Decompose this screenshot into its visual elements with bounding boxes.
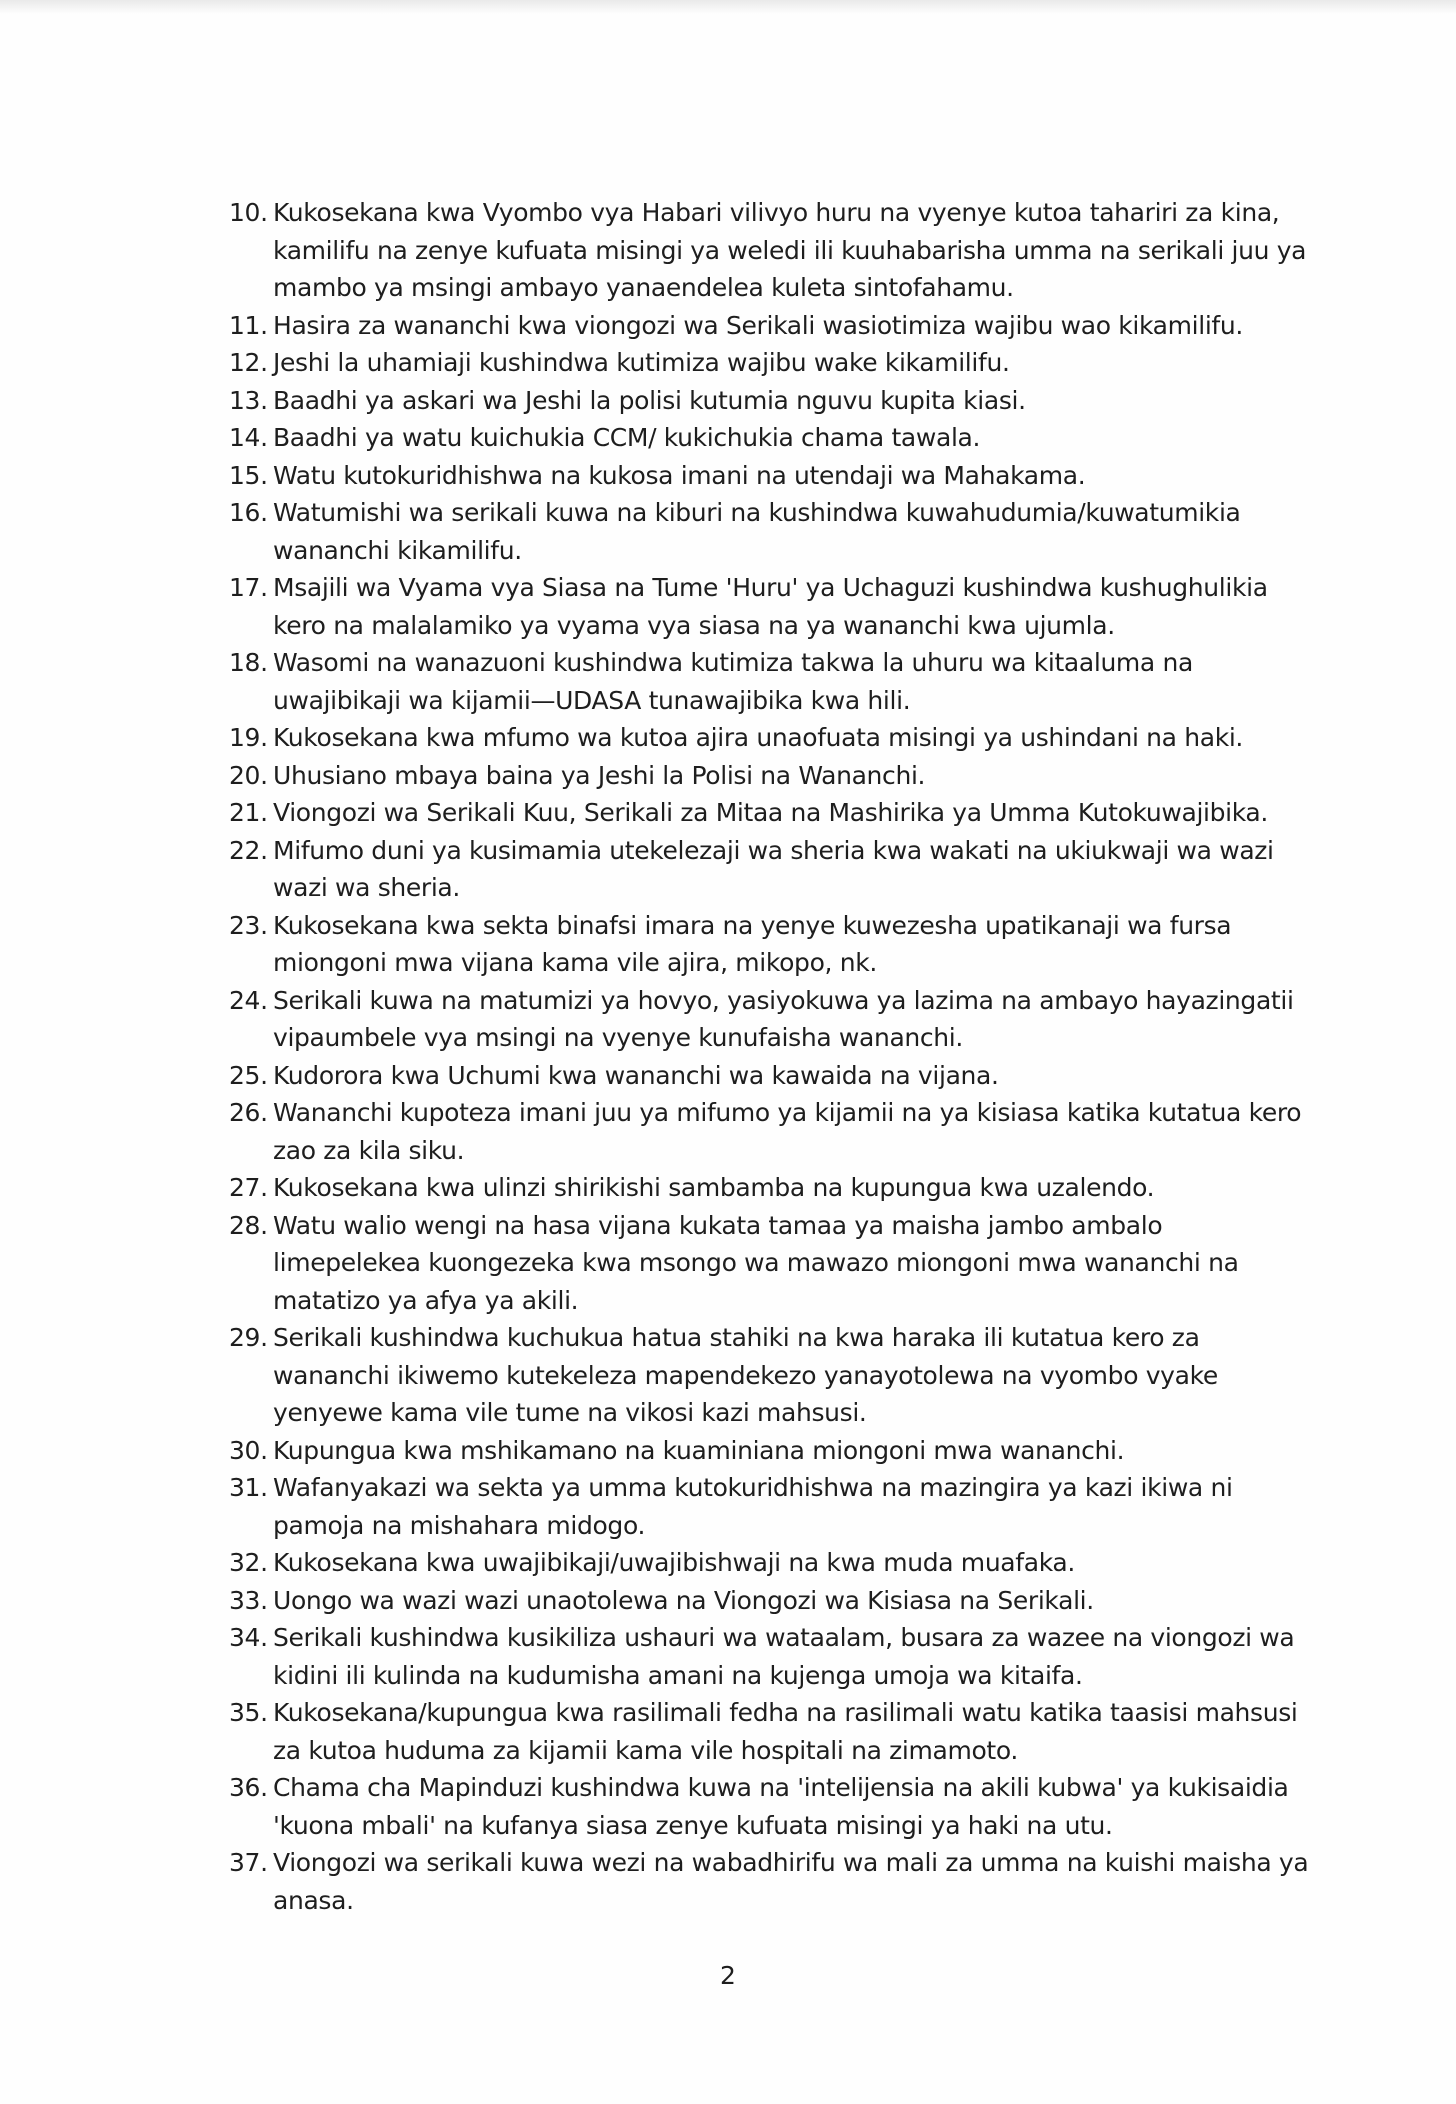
scan-edge-shadow [0,0,1456,14]
item-text: Watumishi wa serikali kuwa na kiburi na kushindwa kuwahudumia/kuwatumikia wananchi kikamilifu. [273,498,1241,565]
list-item [229,1544,1314,1582]
list-item [229,1094,1314,1169]
page-number: 2 [720,1961,736,1990]
list-item [229,644,1314,719]
item-number: 17. [229,573,268,602]
item-text: Baadhi ya watu kuichukia CCM/ kukichukia chama tawala. [273,423,981,452]
item-text: Kukosekana kwa uwajibikaji/uwajibishwaji na kwa muda muafaka. [273,1548,1075,1577]
list-item [229,307,1314,345]
item-text: Kukosekana kwa sekta binafsi imara na yenye kuwezesha upatikanaji wa fursa miongoni mwa vijana kama vile ajira, mikopo, nk. [273,910,1232,977]
item-text: Kudorora kwa Uchumi kwa wananchi wa kawaida na vijana. [273,1060,999,1090]
list-item [229,569,1314,644]
item-number: 29. [229,1323,268,1352]
item-number: 20. [229,760,268,790]
item-number: 31. [229,1473,268,1502]
list-item [229,1057,1314,1095]
item-text: Chama cha Mapinduzi kushindwa kuwa na 'intelijensia na akili kubwa' ya kukisaidia 'kuona mbali' na kufanya siasa zenye kufuata misingi ya haki na utu. [273,1773,1289,1840]
item-text: Jeshi la uhamiaji kushindwa kutimiza wajibu wake kikamilifu. [273,348,1010,377]
item-text: Viongozi wa serikali kuwa wezi na wabadhirifu wa mali za umma na kuishi maisha ya anasa. [273,1848,1309,1915]
item-number: 18. [229,648,268,677]
list-item [229,719,1314,757]
item-text: Mifumo duni ya kusimamia utekelezaji wa sheria kwa wakati na ukiukwaji wa wazi wazi wa sheria. [273,835,1274,902]
item-text: Wafanyakazi wa sekta ya umma kutokuridhishwa na mazingira ya kazi ikiwa ni pamoja na mishahara midogo. [273,1473,1233,1540]
item-number: 13. [229,385,268,415]
item-text: Msajili wa Vyama vya Siasa na Tume 'Huru' ya Uchaguzi kushindwa kushughulikia kero na malalamiko ya vyama vya siasa na ya wananchi kwa ujumla. [273,573,1268,640]
item-number: 21. [229,798,268,827]
list-item [229,1582,1314,1620]
item-text: Wasomi na wanazuoni kushindwa kutimiza takwa la uhuru wa kitaaluma na uwajibikaji wa kijamii—UDASA tunawajibika kwa hili. [273,648,1193,715]
item-number: 23. [229,910,268,940]
item-text: Uhusiano mbaya baina ya Jeshi la Polisi na Wananchi. [273,760,926,790]
list-item [229,419,1314,457]
item-number: 22. [229,835,268,865]
list-item [229,1207,1314,1320]
list-item [229,907,1314,982]
item-text: Serikali kushindwa kuchukua hatua stahiki na kwa haraka ili kutatua kero za wananchi ikiwemo kutekeleza mapendekezo yanayotolewa na vyombo vyake yenyewe kama vile tume na vikosi kazi mahsusi. [273,1323,1218,1427]
item-text: Serikali kushindwa kusikiliza ushauri wa wataalam, busara za wazee na viongozi wa kidini ili kulinda na kudumisha amani na kujenga umoja wa kitaifa. [273,1623,1295,1690]
list-item [229,757,1314,795]
item-number: 14. [229,423,268,452]
item-number: 16. [229,498,268,527]
item-text: Kukosekana kwa mfumo wa kutoa ajira unaofuata misingi ya ushindani na haki. [273,723,1244,752]
list-item [229,1694,1314,1769]
list-item [229,1169,1314,1207]
list-item [229,457,1314,495]
list-item [229,794,1314,832]
list-item [229,982,1314,1057]
item-number: 19. [229,723,268,752]
item-number: 27. [229,1173,268,1202]
item-text: Wananchi kupoteza imani juu ya mifumo ya kijamii na ya kisiasa katika kutatua kero zao za kila siku. [273,1098,1302,1165]
item-text: Serikali kuwa na matumizi ya hovyo, yasiyokuwa ya lazima na ambayo hayazingatii vipaumbele vya msingi na vyenye kunufaisha wananchi. [273,985,1294,1052]
item-number: 34. [229,1623,268,1652]
list-item [229,1619,1314,1694]
list-item [229,1319,1314,1432]
list-item [229,1469,1314,1544]
item-number: 24. [229,985,268,1015]
item-number: 32. [229,1548,268,1577]
item-text: Viongozi wa Serikali Kuu, Serikali za Mitaa na Mashirika ya Umma Kutokuwajibika. [273,798,1268,827]
list-item [229,194,1314,307]
item-number: 28. [229,1210,268,1240]
item-text: Kukosekana/kupungua kwa rasilimali fedha na rasilimali watu katika taasisi mahsusi za kutoa huduma za kijamii kama vile hospitali na zimamoto. [273,1698,1298,1765]
item-number: 37. [229,1848,268,1877]
list-item [229,1769,1314,1844]
item-text: Kukosekana kwa ulinzi shirikishi sambamba na kupungua kwa uzalendo. [273,1173,1155,1202]
item-number: 36. [229,1773,268,1802]
item-text: Hasira za wananchi kwa viongozi wa Serikali wasiotimiza wajibu wao kikamilifu. [273,310,1243,340]
list-item [229,344,1314,382]
item-number: 35. [229,1698,268,1727]
item-number: 26. [229,1098,268,1127]
item-number: 12. [229,348,268,377]
item-text: Kupungua kwa mshikamano na kuaminiana miongoni mwa wananchi. [273,1435,1125,1465]
item-text: Watu walio wengi na hasa vijana kukata tamaa ya maisha jambo ambalo limepelekea kuongezeka kwa msongo wa mawazo miongoni mwa wananchi na matatizo ya afya ya akili. [273,1210,1239,1315]
item-number: 15. [229,460,268,490]
item-number: 30. [229,1435,268,1465]
list-item [229,1844,1314,1919]
numbered-list [229,194,1314,1919]
item-text: Uongo wa wazi wazi unaotolewa na Viongozi wa Kisiasa na Serikali. [273,1585,1094,1615]
list-item [229,832,1314,907]
item-number: 25. [229,1060,268,1090]
item-number: 33. [229,1585,268,1615]
item-text: Kukosekana kwa Vyombo vya Habari vilivyo huru na vyenye kutoa tahariri za kina, kamilifu na zenye kufuata misingi ya weledi ili kuuhabarisha umma na serikali juu ya mambo ya msingi ambayo yanaendelea kuleta sintofahamu. [273,198,1307,302]
item-number: 11. [229,310,268,340]
list-item [229,494,1314,569]
item-text: Baadhi ya askari wa Jeshi la polisi kutumia nguvu kupita kiasi. [273,385,1026,415]
item-text: Watu kutokuridhishwa na kukosa imani na utendaji wa Mahakama. [273,460,1086,490]
list-item [229,382,1314,420]
item-number: 10. [229,198,268,227]
list-item [229,1432,1314,1470]
